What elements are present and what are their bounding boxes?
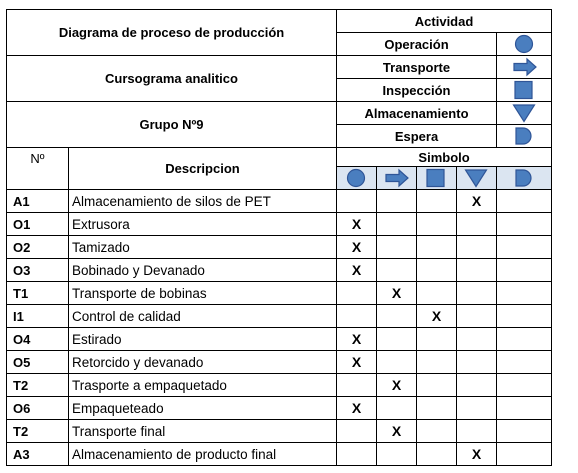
legend-label-espera: Espera: [337, 125, 497, 148]
legend-label-almacenamiento: Almacenamiento: [337, 102, 497, 125]
row-code: O5: [7, 351, 69, 374]
row-mark-inspeccion: X: [417, 305, 457, 328]
row-mark-almacenamiento: [457, 305, 497, 328]
row-mark-espera: [497, 259, 552, 282]
row-mark-transporte: X: [377, 282, 417, 305]
row-mark-operacion: X: [337, 328, 377, 351]
row-mark-transporte: [377, 351, 417, 374]
row-mark-transporte: X: [377, 420, 417, 443]
legend-label-operacion: Operación: [337, 33, 497, 56]
row-mark-inspeccion: [417, 443, 457, 466]
row-code: O1: [7, 213, 69, 236]
row-mark-almacenamiento: [457, 351, 497, 374]
row-mark-operacion: [337, 305, 377, 328]
row-description: Estirado: [69, 328, 337, 351]
chart-subtitle: Cursograma analitico: [7, 56, 337, 102]
legend-symbol-almacenamiento: [497, 102, 552, 125]
symbol-col-transporte: [377, 167, 417, 190]
column-header-description: Descripcion: [69, 148, 337, 190]
d-shape-icon: [497, 126, 551, 146]
row-code: O4: [7, 328, 69, 351]
row-mark-espera: [497, 236, 552, 259]
row-mark-espera: [497, 282, 552, 305]
table-row: [7, 397, 552, 420]
row-code: O2: [7, 236, 69, 259]
row-mark-almacenamiento: [457, 328, 497, 351]
row-code: A1: [7, 190, 69, 213]
row-mark-operacion: [337, 420, 377, 443]
circle-icon: [497, 34, 551, 54]
row-mark-almacenamiento: [457, 397, 497, 420]
row-description: Almacenamiento de producto final: [69, 443, 337, 466]
row-mark-transporte: [377, 328, 417, 351]
row-mark-almacenamiento: [457, 236, 497, 259]
row-description: Transporte de bobinas: [69, 282, 337, 305]
legend-symbol-espera: [497, 125, 552, 148]
legend-label-transporte: Transporte: [337, 56, 497, 79]
row-description: Bobinado y Devanado: [69, 259, 337, 282]
row-mark-almacenamiento: [457, 259, 497, 282]
row-mark-espera: [497, 397, 552, 420]
row-mark-almacenamiento: [457, 374, 497, 397]
row-mark-almacenamiento: X: [457, 190, 497, 213]
row-description: Control de calidad: [69, 305, 337, 328]
row-mark-almacenamiento: [457, 282, 497, 305]
row-mark-almacenamiento: X: [457, 443, 497, 466]
process-chart-table: [6, 9, 552, 466]
row-description: Almacenamiento de silos de PET: [69, 190, 337, 213]
table-row: [7, 351, 552, 374]
table-row: [7, 328, 552, 351]
d-shape-icon: [497, 168, 551, 188]
table-row: [7, 259, 552, 282]
chart-title: Diagrama de proceso de producción: [7, 10, 337, 56]
row-description: Empaqueteado: [69, 397, 337, 420]
square-icon: [417, 168, 456, 188]
table-row: [7, 443, 552, 466]
row-mark-inspeccion: [417, 374, 457, 397]
row-mark-operacion: X: [337, 351, 377, 374]
row-mark-transporte: X: [377, 374, 417, 397]
row-mark-operacion: X: [337, 236, 377, 259]
table-row: [7, 236, 552, 259]
row-mark-inspeccion: [417, 328, 457, 351]
row-description: Tamizado: [69, 236, 337, 259]
column-header-number: Nº: [7, 148, 69, 190]
chart-group: Grupo Nº9: [7, 102, 337, 148]
symbol-col-operacion: [337, 167, 377, 190]
square-icon: [497, 80, 551, 100]
legend-symbol-inspeccion: [497, 79, 552, 102]
process-chart-sheet: [6, 9, 552, 466]
row-description: Transporte final: [69, 420, 337, 443]
triangle-down-icon: [497, 103, 551, 123]
row-mark-inspeccion: [417, 236, 457, 259]
row-mark-operacion: X: [337, 259, 377, 282]
symbol-col-inspeccion: [417, 167, 457, 190]
row-code: O3: [7, 259, 69, 282]
symbol-col-almacenamiento: [457, 167, 497, 190]
row-mark-transporte: [377, 443, 417, 466]
row-mark-inspeccion: [417, 259, 457, 282]
row-mark-inspeccion: [417, 190, 457, 213]
row-code: T2: [7, 420, 69, 443]
circle-icon: [337, 168, 376, 188]
row-mark-almacenamiento: [457, 420, 497, 443]
row-code: O6: [7, 397, 69, 420]
legend-label-inspeccion: Inspección: [337, 79, 497, 102]
column-header-symbol: Simbolo: [337, 148, 552, 167]
row-mark-espera: [497, 443, 552, 466]
row-mark-operacion: [337, 282, 377, 305]
row-code: A3: [7, 443, 69, 466]
row-mark-inspeccion: [417, 397, 457, 420]
row-mark-inspeccion: [417, 351, 457, 374]
row-code: I1: [7, 305, 69, 328]
arrow-right-icon: [497, 57, 551, 77]
row-mark-almacenamiento: [457, 213, 497, 236]
table-row: [7, 282, 552, 305]
row-mark-operacion: X: [337, 397, 377, 420]
row-mark-operacion: [337, 374, 377, 397]
table-row: [7, 420, 552, 443]
table-row: [7, 190, 552, 213]
row-mark-transporte: [377, 213, 417, 236]
row-description: Extrusora: [69, 213, 337, 236]
row-mark-espera: [497, 213, 552, 236]
row-code: T1: [7, 282, 69, 305]
row-mark-espera: [497, 374, 552, 397]
row-code: T2: [7, 374, 69, 397]
row-mark-transporte: [377, 190, 417, 213]
row-mark-operacion: [337, 190, 377, 213]
row-description: Trasporte a empaquetado: [69, 374, 337, 397]
table-row: [7, 213, 552, 236]
row-mark-espera: [497, 420, 552, 443]
table-row: [7, 374, 552, 397]
row-mark-espera: [497, 351, 552, 374]
row-mark-operacion: [337, 443, 377, 466]
symbol-col-espera: [497, 167, 552, 190]
row-description: Retorcido y devanado: [69, 351, 337, 374]
row-mark-inspeccion: [417, 213, 457, 236]
arrow-right-icon: [377, 168, 416, 188]
row-mark-inspeccion: [417, 282, 457, 305]
row-mark-operacion: X: [337, 213, 377, 236]
table-row: [7, 305, 552, 328]
row-mark-inspeccion: [417, 420, 457, 443]
row-mark-transporte: [377, 236, 417, 259]
legend-symbol-transporte: [497, 56, 552, 79]
row-mark-transporte: [377, 259, 417, 282]
activity-header: Actividad: [337, 10, 552, 33]
row-mark-transporte: [377, 397, 417, 420]
row-mark-espera: [497, 328, 552, 351]
row-mark-transporte: [377, 305, 417, 328]
triangle-down-icon: [457, 168, 496, 188]
legend-symbol-operacion: [497, 33, 552, 56]
row-mark-espera: [497, 305, 552, 328]
row-mark-espera: [497, 190, 552, 213]
